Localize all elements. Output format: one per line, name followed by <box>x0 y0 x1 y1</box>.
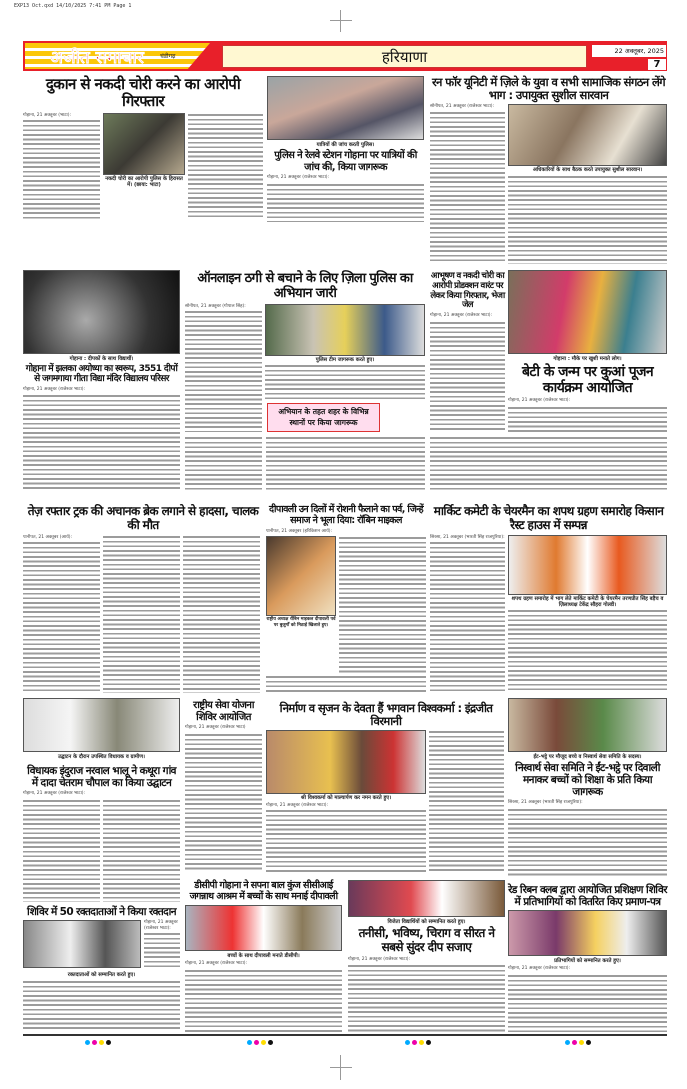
article-body <box>266 436 425 492</box>
article-body <box>430 321 505 432</box>
article-body <box>23 799 100 902</box>
article-body <box>508 609 667 693</box>
article-body <box>185 310 262 432</box>
article <box>23 906 180 1032</box>
article-body <box>348 964 505 1032</box>
photo-caption: राष्ट्रीय अध्यक्ष रॉबिन माइकल दीपावली पर्व पर बुजुर्गों को मिठाई खिलाते हुए। <box>266 617 336 628</box>
article-body <box>508 175 667 264</box>
color-registration-marks <box>405 1040 431 1045</box>
dateline: सिरसा, 21 अक्तूबर (भारती सिंह राजपुरिया): <box>430 534 505 540</box>
article <box>266 505 426 693</box>
photo-caption: बच्चों के साथ दीपावली मनाते डीसीपी। <box>227 952 300 959</box>
photo-caption: ईंट-भट्ठे पर मौजूद बच्चे व निस्वार्थ सेवा समिति के सदस्य। <box>533 754 642 760</box>
article <box>185 881 342 1032</box>
article-body <box>508 974 667 1032</box>
photo-caption: उद्घाटन के दौरान उपस्थित विधायक व ग्रामीण। <box>58 754 145 760</box>
article <box>430 76 667 264</box>
article-body <box>183 535 260 693</box>
dateline: गोहाना, 21 अक्तूबर (भाटा): <box>23 112 71 118</box>
article <box>23 270 180 362</box>
photo <box>267 76 424 140</box>
photo-caption: गोहाना : मौके पर खुशी मनाते लोग। <box>553 355 622 362</box>
color-registration-marks <box>85 1040 111 1045</box>
headline: पुलिस ने रेलवे स्टेशन गोहाना पर यात्रियों की जांच की, किया जागरूक <box>274 150 417 173</box>
photo-caption: विजेता विद्यार्थियों को सम्मानित करते हुए। <box>387 919 466 925</box>
dateline: पानीपत, 21 अक्तूबर (हरिकिशन आर्य): <box>266 528 333 534</box>
article-body <box>23 541 100 693</box>
edition-name: चंडीगढ़ <box>160 53 176 60</box>
article-body <box>185 969 342 1032</box>
article-body <box>266 675 426 693</box>
article-photo <box>23 698 180 761</box>
issue-date: 22 अक्तूबर, 2025 <box>592 45 666 57</box>
headline: डीसीपी गोहाना ने सपना बाल कुंज सीसीआई जगन्नाथ आश्रम में बच्चों के साथ मनाई दीपावली <box>189 880 338 902</box>
headline: विधायक इंदुराज नरवाल भालू ने कथूरा गांव में दादा चेतराम चौपाल का किया उद्घाटन <box>27 765 176 790</box>
dateline: सिरसा, 21 अक्तूबर (भारती सिंह राजपुरिया): <box>508 800 583 806</box>
photo <box>508 910 667 956</box>
photo-caption: अधिकारियों के साथ बैठक करते उपायुक्त सुशील सारवान। <box>532 167 643 174</box>
dateline: गोहाना, 21 अक्तूबर (राजेश्वर भाटा): <box>267 175 330 181</box>
article <box>508 364 667 432</box>
headline: निस्वार्थ सेवा समिति ने ईंट-भट्ठे पर दिवाली मनाकर बच्चों को शिक्षा के प्रति किया जागरूक <box>515 762 660 799</box>
dateline: सोनीपत, 21 अक्तूबर (गोपाल सिंह): <box>185 303 246 309</box>
dateline: गोहाना, 21 अक्तूबर (राजेश्वर भाटा): <box>266 802 329 808</box>
article-body <box>23 980 180 1032</box>
photo-caption: श्री विश्वकर्मा को माल्यार्पण कर नमन करते हुए। <box>300 795 392 802</box>
headline: ऑनलाइन ठगी से बचाने के लिए ज़िला पुलिस का अभियान जारी <box>197 271 413 301</box>
photo <box>508 270 667 354</box>
article <box>23 765 180 902</box>
article <box>348 880 505 1032</box>
dateline: गोहाना, 21 अक्तूबर (राजेश्वर भाटा): <box>23 386 86 392</box>
dateline: गोहाना, 21 अक्तूबर (राजेश्वर भाटा) <box>185 725 246 730</box>
article <box>23 505 263 693</box>
headline: गोहाना में झलका अयोध्या का स्वरूप, 3551 दीपों से जगमगाया गीता विद्या मंदिर विद्यालय परिसर <box>25 364 178 385</box>
article-body <box>185 733 262 873</box>
photo <box>23 270 180 354</box>
headline: तेज़ रफ्तार ट्रक की अचानक ब्रेक लगाने से हादसा, चालक की मौत <box>27 504 259 532</box>
photo-caption: यात्रियों की जांच करती पुलिस। <box>316 142 375 148</box>
article-photo <box>508 270 667 362</box>
photo <box>508 104 667 166</box>
dateline: गोहाना, 21 अक्तूबर (राजेश्वर भाटा): <box>508 966 571 972</box>
newspaper-name: अजीत समाचार <box>50 48 144 68</box>
photo-caption: गोहाना : दीपकों के साथ विद्यार्थी। <box>69 355 134 362</box>
article-body <box>185 436 262 492</box>
photo <box>508 698 667 752</box>
article-body <box>103 799 180 902</box>
headline: रन फॉर यूनिटी में ज़िले के युवा व सभी सामाजिक संगठन लेंगे भाग : उपायुक्त सुशील सारवान <box>431 75 666 103</box>
photo <box>23 920 141 968</box>
color-registration-marks <box>565 1040 591 1045</box>
article-body <box>430 541 505 693</box>
headline: बेटी के जन्म पर कुआं पूजन कार्यक्रम आयोजित <box>521 364 654 397</box>
crop-mark <box>330 1067 352 1068</box>
article-body <box>265 364 425 402</box>
article-body <box>508 406 667 432</box>
photo <box>508 535 667 595</box>
photo <box>266 730 426 794</box>
article <box>430 505 667 693</box>
photo-caption: रक्तदाताओं को सम्मानित करते हुए। <box>67 972 136 979</box>
dateline: गोहाना, 21 अक्तूबर (राजेश्वर भाटा): <box>348 956 411 962</box>
article <box>508 698 667 878</box>
headline: शिविर में 50 रक्तदाताओं ने किया रक्तदान <box>26 906 177 918</box>
page-number: 7 <box>648 59 666 70</box>
dateline: गोहाना, 21 अक्तूबर (राजेश्वर भाटा): <box>430 313 493 319</box>
article <box>266 702 506 872</box>
crop-mark <box>340 10 341 32</box>
color-registration-marks <box>247 1040 273 1045</box>
photo-caption: नकदी चोरी का आरोपी पुलिस के हिरासत में। (छाया: भाटा) <box>105 175 183 188</box>
article <box>430 272 505 432</box>
article-body <box>430 436 667 492</box>
dateline: सोनीपत, 21 अक्तूबर (राजेश्वर भाटा): <box>430 104 495 110</box>
article <box>508 884 667 1032</box>
article <box>267 76 424 222</box>
article-body <box>103 535 180 693</box>
article-body <box>508 808 667 878</box>
headline: राष्ट्रीय सेवा योजना शिविर आयोजित <box>193 700 254 723</box>
article-body <box>188 113 263 221</box>
article-body <box>429 730 504 872</box>
dateline: गोहाना, 21 अक्तूबर (राजेश्वर भाटा): <box>23 791 86 797</box>
article-body <box>266 809 426 872</box>
photo <box>103 113 185 175</box>
article-body <box>430 111 505 264</box>
section-title: हरियाणा <box>222 45 587 68</box>
article-body <box>23 394 180 492</box>
photo-caption: शपथ ग्रहण समारोह में भाग लेते मार्किट कमेटी के चेयरमैन तरणप्रीत सिंह बड़ैच व ज़िलाध्यक्ष टेकेंद्र सौहरा गोल्डी। <box>511 595 664 608</box>
headline: आभूषण व नकदी चोरी का आरोपी प्रोडक्शन वारंट पर लेकर किया गिरफ्तार, भेजा जेल <box>430 271 505 311</box>
headline: निर्माण व सृजन के देवता हैं भगवान विश्वकर्मा : इंद्रजीत विरमानी <box>279 701 493 729</box>
article-body <box>144 932 180 970</box>
photo-caption: प्रतिभागियों को सम्मानित करते हुए। <box>554 958 621 965</box>
article-body <box>23 119 100 220</box>
bottom-rule <box>23 1034 667 1036</box>
photo <box>23 698 180 752</box>
article <box>185 272 425 432</box>
dateline: पानीपत, 21 अक्तूबर (आर्य): <box>23 534 73 540</box>
headline: तनीसी, भविष्य, चिराग व सीरत ने सबसे सुंदर दीप सजाए <box>358 926 495 954</box>
article-body <box>267 183 424 222</box>
photo <box>266 536 336 616</box>
article <box>23 76 263 220</box>
headline: रेड रिबन क्लब द्वारा आयोजित प्रशिक्षण शिविर में प्रतिभागियों को वितरित किए प्रमाण-पत्र <box>508 884 667 909</box>
dateline: गोहाना, 21 अक्तूबर (राजेश्वर भाटा): <box>508 398 571 404</box>
article <box>185 700 262 872</box>
dateline: गोहाना, 21 अक्तूबर (राजेश्वर भाटा): <box>185 961 248 967</box>
file-slug: EXP13 Oct.qxd 14/10/2025 7:41 PM Page 1 <box>14 3 132 9</box>
article <box>23 364 180 492</box>
headline: दुकान से नकदी चोरी करने का आरोपी गिरफ्तार <box>45 75 241 111</box>
article-body <box>339 536 426 673</box>
dateline: गोहाना, 21 अक्तूबर (राजेश्वर भाटा): <box>144 920 178 931</box>
headline: दीपावली उन दिलों में रोशनी फैलाने का पर्व, जिन्हें समाज ने भूला दिया: रॉबिन माइकल <box>268 504 424 526</box>
photo <box>185 905 342 951</box>
crop-mark <box>330 20 352 21</box>
photo <box>265 304 425 356</box>
photo-caption: पुलिस टीम जागरूक करते हुए। <box>315 356 375 363</box>
photo <box>348 880 505 917</box>
pull-quote: अभियान के तहत शहर के विभिन्न स्थानों पर किया जागरूक <box>267 403 380 432</box>
headline: मार्किट कमेटी के चेयरमैन का शपथ ग्रहण समारोह किसान रैस्ट हाउस में सम्पन्न <box>433 504 664 532</box>
